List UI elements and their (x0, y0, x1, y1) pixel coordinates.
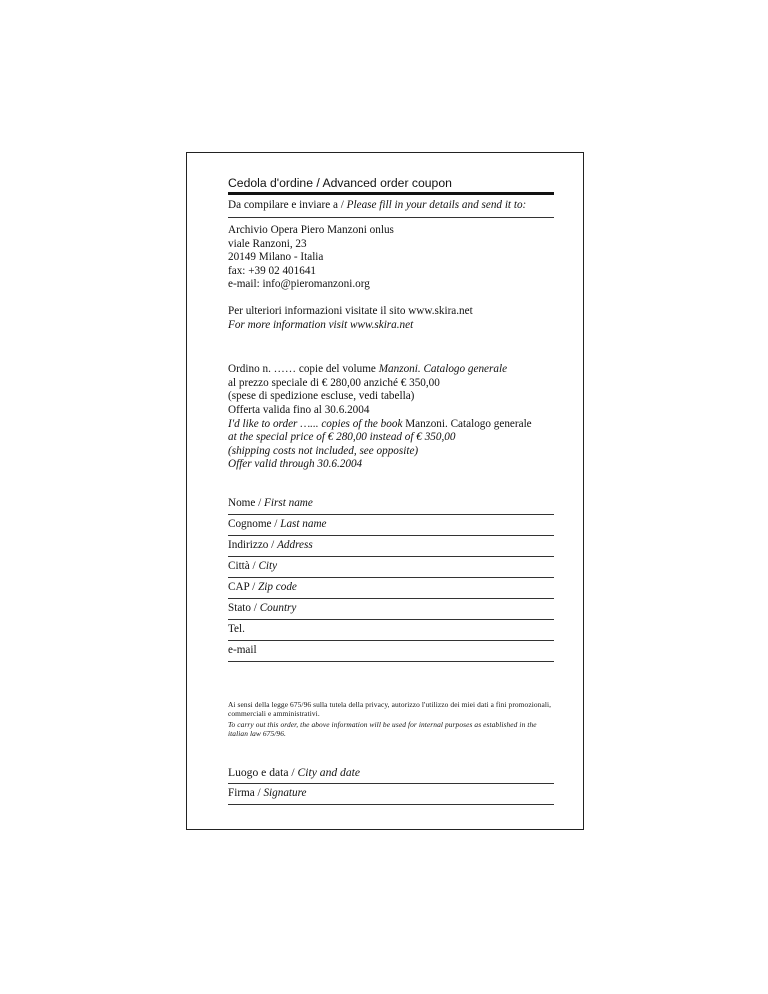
send-to-it: Da compilare e inviare a / (228, 199, 347, 211)
send-to-en: Please fill in your details and send it to: (346, 199, 527, 211)
field-label: Cognome / (228, 517, 281, 530)
coupon-content (228, 176, 554, 808)
privacy-en: To carry out this order, the above information will be used for internal purposes as established in the italian law 675/96. (228, 719, 537, 738)
last-name-field[interactable] (228, 518, 554, 536)
order-line-text: (shipping costs not included, see opposite) (228, 444, 419, 457)
order-line (228, 431, 554, 445)
address-line: e-mail: info@pieromanzoni.org (228, 278, 370, 291)
order-line-text: at the special price of € 280,00 instead of € 350,00 (228, 431, 456, 444)
order-line-text: I'd like to order …... copies of the book (228, 417, 406, 430)
field-label-en: First name (264, 496, 313, 509)
order-line-text: Offer valid through 30.6.2004 (228, 458, 363, 471)
signature-field[interactable] (228, 787, 554, 805)
field-label-en: Zip code (258, 580, 297, 593)
field-label-en: Country (259, 601, 297, 614)
field-label: Stato / (228, 601, 260, 614)
order-line (228, 363, 554, 377)
field-label: e-mail (228, 643, 257, 656)
field-label: Luogo e data / (228, 765, 298, 779)
order-line (228, 445, 554, 459)
customer-fields (228, 497, 554, 662)
order-coupon (186, 152, 584, 830)
more-info-en (228, 319, 554, 333)
field-label: Tel. (228, 622, 245, 635)
city-field[interactable] (228, 560, 554, 578)
more-info (228, 305, 554, 332)
order-line: Offerta valida fino al 30.6.2004 (228, 403, 370, 416)
order-line: (spese di spedizione escluse, vedi tabella) (228, 390, 415, 403)
more-info-it: Per ulteriori informazioni visitate il sito www.skira.net (228, 304, 473, 317)
recipient-address (228, 224, 554, 292)
field-label: Indirizzo / (228, 538, 278, 551)
zip-code-field[interactable] (228, 581, 554, 599)
field-label-en: Signature (263, 786, 307, 799)
field-label-en: City (258, 559, 278, 572)
order-line (228, 458, 554, 472)
field-label: Città / (228, 559, 259, 572)
field-label: Firma / (228, 786, 264, 799)
field-label-en: Last name (280, 517, 327, 530)
email-field[interactable] (228, 644, 554, 662)
book-title: Manzoni. Catalogo generale (378, 363, 508, 376)
send-to-line (228, 199, 554, 218)
signature-fields (228, 766, 554, 805)
more-info-en-text: For more information visit www.skira.net (228, 318, 414, 331)
first-name-field[interactable] (228, 497, 554, 515)
address-line: viale Ranzoni, 23 (228, 237, 307, 250)
place-date-field[interactable] (228, 766, 554, 784)
address-line: 20149 Milano - Italia (228, 251, 324, 264)
privacy-notice (228, 700, 554, 738)
field-label: Nome / (228, 496, 265, 509)
book-title: Manzoni. Catalogo generale (405, 417, 532, 430)
coupon-title: Cedola d'ordine / Advanced order coupon (228, 176, 554, 195)
field-label-en: Address (277, 538, 313, 551)
privacy-it: Ai sensi della legge 675/96 sulla tutela della privacy, autorizzo l'utilizzo dei miei dati a fini promozionali, commerciali e amministrativi. (228, 699, 552, 718)
field-label: CAP / (228, 580, 259, 593)
order-text (228, 363, 554, 472)
country-field[interactable] (228, 602, 554, 620)
address-field[interactable] (228, 539, 554, 557)
address-line: Archivio Opera Piero Manzoni onlus (228, 224, 394, 236)
order-line-text: Ordino n. …… copie del volume (228, 363, 379, 376)
field-label-en: City and date (297, 765, 361, 779)
phone-field[interactable] (228, 623, 554, 641)
address-line: fax: +39 02 401641 (228, 264, 317, 277)
order-line: al prezzo speciale di € 280,00 anziché € 350,00 (228, 376, 440, 389)
order-line (228, 418, 554, 432)
